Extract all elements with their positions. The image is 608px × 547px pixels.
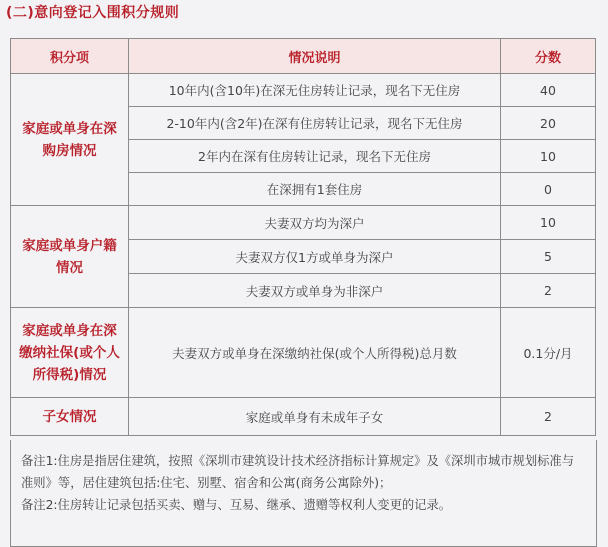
row-description: 夫妻双方或单身为非深户 [129,274,501,308]
row-score: 0.1分/月 [501,308,596,398]
table-row [11,398,596,436]
header-item: 积分项 [11,39,129,74]
row-score: 40 [501,74,596,107]
category-label: 家庭或单身户籍情况 [22,237,117,276]
row-description: 10年内(含10年)在深无住房转让记录，现名下无住房 [129,74,501,107]
points-rules-table [10,38,596,436]
table-row [11,308,596,398]
section-title: (二)意向登记入围积分规则 [6,5,180,21]
category-label: 家庭或单身在深缴纳社保(或个人所得税)情况 [19,322,120,383]
category-children: 子女情况 [11,398,129,436]
row-description: 2年内在深有住房转让记录，现名下无住房 [129,140,501,173]
row-score: 10 [501,206,596,240]
notes-box [10,440,597,547]
row-score: 2 [501,398,596,436]
category-housing [11,74,129,206]
row-description: 2-10年内(含2年)在深有住房转让记录，现名下无住房 [129,107,501,140]
row-description: 夫妻双方仅1方或单身为深户 [129,240,501,274]
table-header-row [11,39,596,74]
row-score: 5 [501,240,596,274]
category-label: 家庭或单身在深购房情况 [22,120,117,159]
row-description: 家庭或单身有未成年子女 [129,398,501,436]
row-score: 10 [501,140,596,173]
row-score: 2 [501,274,596,308]
row-description: 在深拥有1套住房 [129,173,501,206]
table-row [11,74,596,107]
row-description: 夫妻双方均为深户 [129,206,501,240]
note-1: 备注1:住房是指居住建筑，按照《深圳市建筑设计技术经济指标计算规定》及《深圳市城市规划标准与准则》等，居住建筑包括:住宅、别墅、宿舍和公寓(商务公寓除外)； [21,454,575,490]
category-social-insurance [11,308,129,398]
category-hukou [11,206,129,308]
note-2: 备注2:住房转让记录包括买卖、赠与、互易、继承、遗赠等权利人变更的记录。 [21,498,452,512]
table-row [11,206,596,240]
header-description: 情况说明 [129,39,501,74]
row-description: 夫妻双方或单身在深缴纳社保(或个人所得税)总月数 [129,308,501,398]
row-score: 20 [501,107,596,140]
header-score: 分数 [501,39,596,74]
row-score: 0 [501,173,596,206]
